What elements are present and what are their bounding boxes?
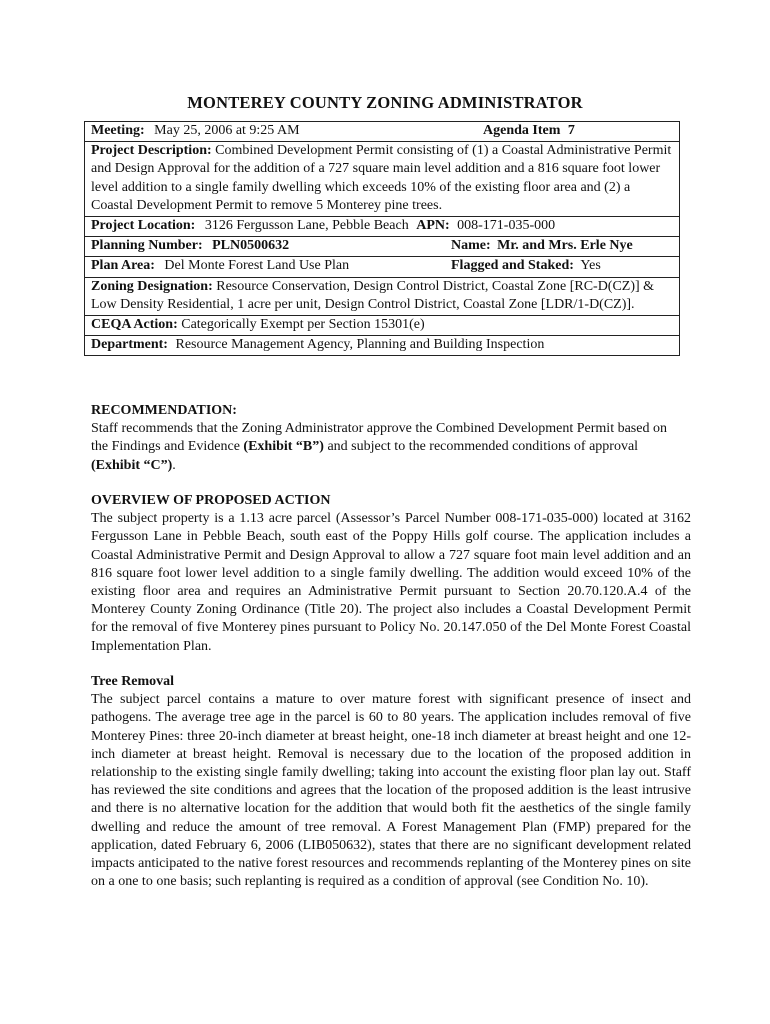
flagged-value: Yes — [580, 258, 601, 274]
page-title: MONTEREY COUNTY ZONING ADMINISTRATOR — [187, 93, 583, 112]
agenda-item — [483, 122, 575, 140]
recommendation-text-part: and subject to the recommended conditions of approval — [323, 439, 639, 455]
zoning-value: Resource Conservation, Design Control District, Coastal Zone [RC-D(CZ)] & Low Density Residential, 1 acre per unit, Design Control District, Coastal Zone [LDR/1-D(CZ)]. — [91, 278, 655, 312]
zoning-label: Zoning Designation: — [91, 278, 213, 294]
apn-value: 008-171-035-000 — [457, 218, 556, 234]
recommendation-heading: RECOMMENDATION: — [91, 403, 237, 418]
tree-removal-heading: Tree Removal — [91, 674, 175, 689]
name-value: Mr. and Mrs. Erle Nye — [497, 238, 633, 254]
applicant-name — [451, 237, 633, 255]
agenda-value: 7 — [567, 123, 575, 138]
exhibit-c-reference: (Exhibit “C”) — [91, 457, 173, 473]
project-location-label: Project Location: — [91, 218, 196, 234]
flagged-label: Flagged and Staked: — [451, 258, 574, 274]
tree-removal-text: The subject parcel contains a mature to over mature forest with significant presence of insect and pathogens. The average tree age in the parcel is 60 to 80 years. The application includes removal of five Monterey Pines: three 20-inch diameter at breast height, one-18 inch diameter at breast height and one 12-inch diameter at breast height. Removal is necessary due to the location of the proposed addition in relationship to the existing single family dwelling; taking into account the existing floor plan lay out. Staff has reviewed the site conditions and agrees that the location of the proposed addition is the least intrusive and there is no alternative location for the addition that would both fit the aesthetics of the single family dwelling and reduce the amount of tree removal. A Forest Management Plan (FMP) prepared for the application, dated February 6, 2006 (LIB050632), states that there are no significant development related impacts anticipated to the native forest resources and recommends replanting of the Monterey pines on site on a one to one basis; such replanting is required as a condition of approval (see Condition No. 10). — [91, 692, 691, 890]
ceqa-row — [85, 316, 679, 336]
plan-area-value: Del Monte Forest Land Use Plan — [164, 258, 350, 274]
plan-area-row — [85, 257, 679, 277]
name-label: Name: — [451, 238, 491, 254]
project-location-value: 3126 Fergusson Lane, Pebble Beach — [204, 218, 409, 234]
tree-removal-section — [91, 673, 691, 891]
recommendation-section — [91, 402, 681, 475]
flagged-staked — [451, 257, 601, 275]
department-value: Resource Management Agency, Planning and Building Inspection — [175, 337, 545, 353]
ceqa-label: CEQA Action: — [91, 317, 178, 333]
project-description-row — [85, 142, 679, 217]
meeting-label: Meeting: — [91, 123, 145, 138]
planning-number-row — [85, 237, 679, 257]
zoning-row — [85, 278, 679, 316]
exhibit-b-reference: (Exhibit “B”) — [243, 439, 324, 455]
recommendation-text-part: Staff recommends that the Zoning Administrator approve the Combined Development Permit based on the Findings and Evidence — [91, 421, 667, 455]
project-description-label: Project Description: — [91, 143, 212, 159]
overview-section — [91, 492, 691, 656]
project-location-row — [85, 217, 679, 237]
planning-number-label: Planning Number: — [91, 238, 203, 254]
agenda-label: Agenda Item — [483, 123, 561, 138]
recommendation-text-part: . — [172, 457, 176, 473]
recommendation-text — [91, 420, 681, 475]
ceqa-value: Categorically Exempt per Section 15301(e) — [181, 317, 425, 333]
overview-heading: OVERVIEW OF PROPOSED ACTION — [91, 493, 331, 508]
apn-label: APN: — [416, 218, 450, 234]
project-info-table — [84, 121, 680, 356]
meeting-row — [85, 122, 679, 142]
overview-text: The subject property is a 1.13 acre parcel (Assessor’s Parcel Number 008-171-035-000) located at 3162 Fergusson Lane in Pebble Beach, south east of the Poppy Hills golf course. The application includes a Coastal Administrative Permit and Design Approval to allow a 727 square foot main level addition and an 816 square foot lower level addition to a single family dwelling. The addition would exceed 10% of the existing floor area and requires an Administrative Permit pursuant to Section 20.70.120.A.4 of the Monterey County Zoning Ordinance (Title 20). The project also includes a Coastal Development Permit for the removal of five Monterey pines pursuant to Policy No. 20.147.050 of the Del Monte Forest Coastal Implementation Plan. — [91, 511, 691, 654]
department-label: Department: — [91, 337, 168, 353]
meeting-value: May 25, 2006 at 9:25 AM — [154, 123, 300, 138]
plan-area-label: Plan Area: — [91, 258, 155, 274]
department-row — [85, 336, 679, 355]
project-description-value: Combined Development Permit consisting of (1) a Coastal Administrative Permit and Design Approval for the addition of a 727 square main level addition and a 816 square foot lower level addition to a single family dwelling which exceeds 10% of the existing floor area and (2) a Coastal Development Permit to remove 5 Monterey pine trees. — [91, 143, 672, 213]
planning-number-value: PLN0500632 — [212, 238, 290, 254]
